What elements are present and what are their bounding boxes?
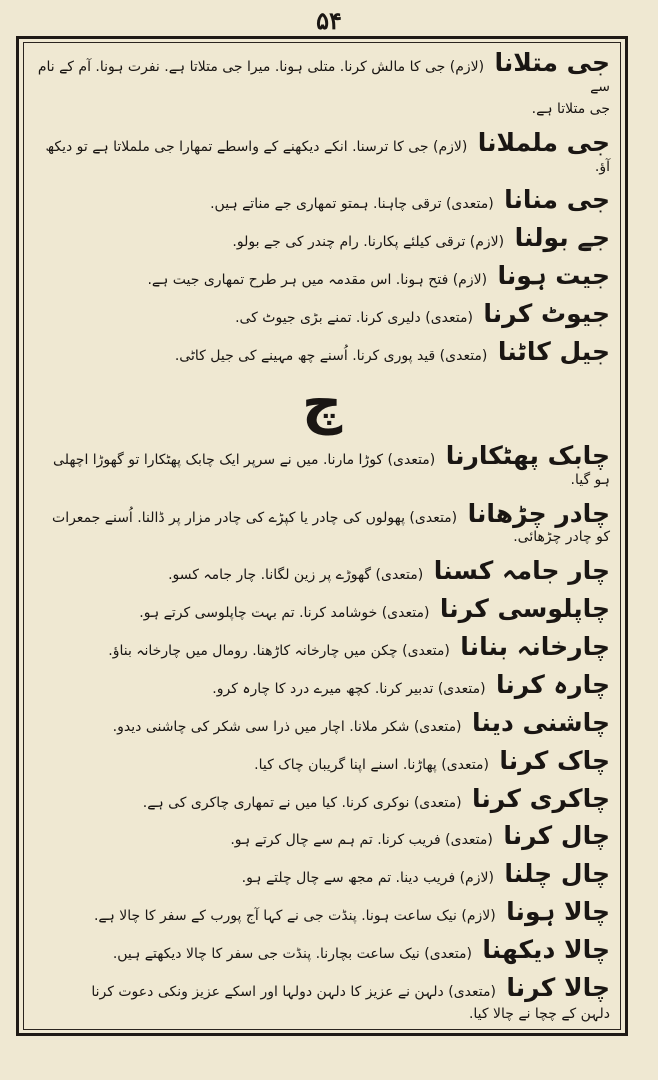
page-number: ۵۴: [316, 6, 342, 35]
entry-headword: چال چلنا: [504, 859, 610, 889]
dictionary-entry: [34, 557, 610, 586]
entry-headword: چاپلوسی کرنا: [439, 594, 610, 624]
entry-headword: جیل کاٹنا: [497, 336, 610, 366]
entry-gloss: (متعدی) گھوڑے پر زین لگانا. چار جامہ کسو.: [168, 567, 424, 584]
dictionary-entry: [34, 709, 610, 738]
dictionary-entry: [34, 224, 610, 253]
entry-gloss: (لازم) نیک ساعت ہونا. پنڈت جی نے کہا آج پورب کے سفر کا چالا ہے.: [93, 908, 496, 925]
entry-gloss: (متعدی) تدبیر کرنا. کچھ میرے درد کا چارہ کرو.: [212, 680, 486, 697]
dictionary-entry: [34, 747, 610, 776]
entry-headword: چاشنی دینا: [471, 707, 610, 737]
page-content: [23, 42, 621, 1030]
dictionary-entry: [34, 936, 610, 965]
entry-gloss: (لازم) جی کا مالش کرنا. متلی ہونا. میرا جی متلاتا ہے. نفرت ہونا. آم کے نام سے: [37, 59, 610, 95]
entry-gloss: (متعدی) پھولوں کی چادر یا کپڑے کی چادر مزار پر ڈالنا. اُسنے جمعرات کو چادر چڑھائی.: [52, 509, 610, 546]
dictionary-entry: [34, 129, 610, 178]
entry-headword: چال کرنا: [503, 821, 610, 851]
entry-headword: جیوٹ کرنا: [483, 299, 610, 328]
entry-headword: جیت ہونا: [497, 261, 610, 291]
entry-gloss: (متعدی) نیک ساعت بچارنا. پنڈت جی سفر کا چالا دیکھتے ہیں.: [112, 946, 472, 962]
entry-gloss: (متعدی) فریب کرنا. تم ہم سے چال کرتے ہو.: [230, 832, 493, 849]
entry-gloss: (متعدی) قید پوری کرنا. اُسنے چھ مہینے کی جیل کاٹی.: [174, 347, 488, 364]
entry-gloss: (لازم) فریب دینا. تم مجھ سے چال چلتے ہو.: [241, 870, 494, 887]
entry-gloss: (لازم) فتح ہونا. اس مقدمہ میں ہر طرح تمھاری جیت ہے.: [147, 272, 488, 289]
entry-headword: چالا کرنا: [506, 972, 610, 1002]
entry-gloss: (متعدی) دلیری کرنا. تمنے بڑی جیوٹ کی.: [235, 310, 473, 326]
entry-headword: چارہ کرنا: [495, 669, 610, 699]
entry-headword: چالا دیکھنا: [482, 935, 610, 964]
section-jeem-entries: [34, 49, 610, 367]
dictionary-entry: [34, 186, 610, 215]
entry-gloss: (متعدی) نوکری کرنا. کیا میں نے تمھاری چاکری کی ہے.: [142, 794, 462, 811]
entry-headword: جے بولنا: [514, 223, 610, 253]
entry-gloss: (متعدی) خوشامد کرنا. تم بہت چاپلوسی کرتے ہو.: [139, 605, 430, 622]
entry-continuation: جی متلاتا ہے.: [531, 100, 610, 117]
entry-gloss: (متعدی) دلہن نے عزیز کا دلہن دولہا اور اسکے عزیز ونکی دعوت کرنا: [91, 983, 496, 1000]
entry-headword: جی منانا: [504, 185, 610, 215]
dictionary-entry: [34, 974, 610, 1025]
section-che-entries: [34, 442, 610, 1025]
entry-headword: چارخانہ بنانا: [460, 632, 610, 661]
dictionary-entry: [34, 860, 610, 889]
entry-headword: چابک پھٹکارنا: [445, 440, 610, 470]
section-heading-letter: چ: [301, 370, 343, 436]
dictionary-entry: [34, 671, 610, 700]
entry-gloss: (متعدی) پھاڑنا. اسنے اپنا گریبان چاک کیا.: [254, 756, 489, 773]
entry-gloss: (متعدی) کوڑا مارنا. میں نے سرپر ایک چابک پھٹکارا تو گھوڑا اچھلی ہو گیا.: [53, 451, 610, 488]
entry-gloss: (متعدی) چکن میں چارخانہ کاڑھنا. رومال میں چارخانہ بناؤ.: [108, 643, 450, 659]
dictionary-entry: [34, 898, 610, 927]
entry-headword: چاک کرنا: [499, 745, 610, 775]
entry-gloss: (لازم) ترقی کیلئے پکارنا. رام چندر کی جے بولو.: [232, 234, 505, 251]
dictionary-entry: [34, 500, 610, 549]
dictionary-entry: [34, 595, 610, 624]
entry-headword: چار جامہ کسنا: [433, 556, 610, 586]
entry-headword: چالا ہونا: [506, 897, 610, 927]
entry-continuation: دلہن کے چچا نے چالا کیا.: [468, 1005, 610, 1022]
entry-headword: جی ململانا: [477, 127, 610, 157]
entry-gloss: (لازم) جی کا ترسنا. انکے دیکھنے کے واسطے تمھارا جی ململاتا ہے تو دیکھ آؤ.: [45, 138, 610, 175]
entry-headword: جی متلانا: [494, 48, 610, 77]
dictionary-entry: [34, 262, 610, 291]
entry-gloss: (متعدی) شکر ملانا. اچار میں ذرا سی شکر کی چاشنی دیدو.: [112, 718, 462, 735]
dictionary-entry: [34, 300, 610, 329]
dictionary-entry: [34, 338, 610, 367]
entry-gloss: (متعدی) ترقی چاہنا. ہمتو تمھاری جے مناتے ہیں.: [210, 196, 494, 213]
entry-headword: چاکری کرنا: [472, 783, 610, 813]
dictionary-entry: [34, 49, 610, 120]
entry-headword: چادر چڑھانا: [467, 498, 610, 528]
dictionary-entry: [34, 442, 610, 491]
dictionary-entry: [34, 822, 610, 851]
dictionary-entry: [34, 633, 610, 662]
dictionary-entry: [34, 785, 610, 814]
